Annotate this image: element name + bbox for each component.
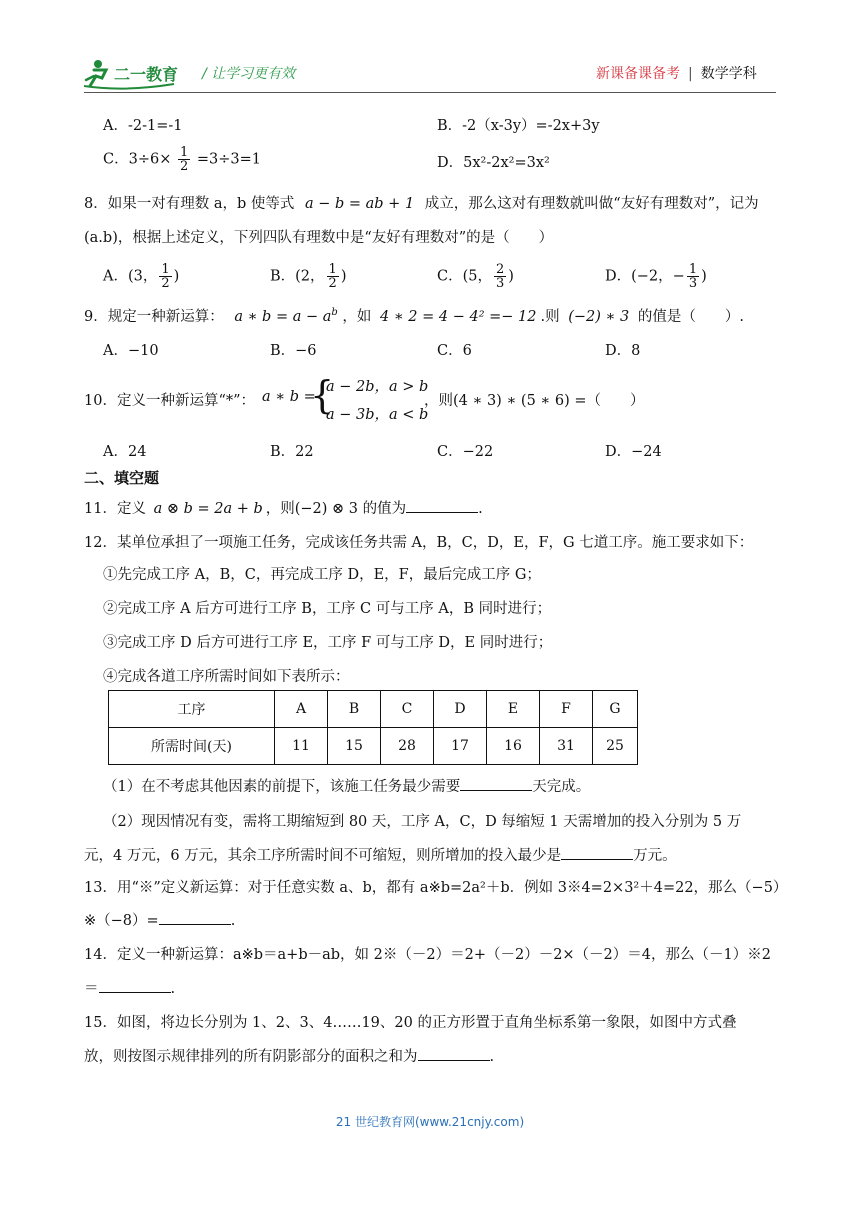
q12-intro: 12．某单位承担了一项施工任务，完成该任务共需 A，B，C，D，E，F，G 七道工序。施工要求如下： xyxy=(84,535,754,551)
frac-den: 2 xyxy=(161,276,170,291)
q14-text: ＝ xyxy=(84,981,99,997)
q11-line xyxy=(84,497,483,518)
page-footer: 21 世纪教育网(www.21cnjy.com) xyxy=(335,1115,525,1129)
q7-option-d: D．5x²-2x²=3x² xyxy=(437,155,550,171)
q7-c-fraction xyxy=(178,146,190,173)
q12-rule-4: ④完成各道工序所需时间如下表所示： xyxy=(103,669,350,685)
table-cell: C xyxy=(381,691,434,728)
q14-end: . xyxy=(170,981,176,997)
q12-rule-3: ③完成工序 D 后方可进行工序 E，工序 F 可与工序 D，E 同时进行； xyxy=(103,635,553,651)
answer-blank[interactable] xyxy=(418,1046,490,1061)
q8-c-close: ) xyxy=(508,268,514,285)
q9-option-b: B．−6 xyxy=(270,343,317,359)
header-separator: | xyxy=(688,66,693,82)
table-cell: 工序 xyxy=(109,691,275,728)
q8-c-pre: C．(5， xyxy=(437,268,492,285)
q8-option-b xyxy=(270,263,347,290)
q8-b-pre: B．(2， xyxy=(270,268,325,285)
table-cell: 11 xyxy=(275,728,328,765)
q8-a-pre: A．(3， xyxy=(103,268,158,285)
q12-part-2-line2 xyxy=(84,844,677,865)
q13-line2 xyxy=(84,909,235,930)
q10-option-c: C．−22 xyxy=(437,444,494,460)
q9-option-d: D．8 xyxy=(605,343,641,359)
q11-text-a: 11．定义 xyxy=(84,501,146,517)
header-subject-main: 新课备课备考 xyxy=(596,66,680,82)
q8-option-d xyxy=(605,263,707,290)
q12-p1-end: 天完成。 xyxy=(532,779,591,795)
frac-num: 2 xyxy=(495,262,505,277)
q8-d-close: ) xyxy=(701,268,707,285)
q10-option-a: A．24 xyxy=(103,444,147,460)
table-row xyxy=(109,728,638,765)
q9-example: 4 ∗ 2 = 4 − 4² =− 12 xyxy=(380,309,537,325)
q12-rule-2: ②完成工序 A 后方可进行工序 B，工序 C 可与工序 A，B 同时进行； xyxy=(103,601,552,617)
table-header-row xyxy=(109,691,638,728)
frac-den: 3 xyxy=(688,276,698,291)
q7-c-prefix: C．3÷6× xyxy=(103,151,172,168)
q14-line1: 14．定义一种新运算：a※b＝a+b－ab，如 2※（－2）＝2+（－2）－2×（－2）＝4，那么（－1）※2 xyxy=(84,947,771,963)
q9-text-d: 的值是（ ）. xyxy=(637,309,744,325)
q8-d-fraction xyxy=(687,263,699,290)
q10-text-b: ，则(4 ∗ 3) ∗ (5 ∗ 6) =（ ） xyxy=(424,393,645,409)
q8-text-b: 成立，那么这对有理数就叫做“友好有理数对”，记为 xyxy=(424,196,759,212)
q12-p2-text: 元，4 万元，6 万元，其余工序所需时间不可缩短，则所增加的投入最少是 xyxy=(84,848,562,864)
table-cell: 17 xyxy=(434,728,487,765)
q7-option-b: B．-2（x-3y）=-2x+3y xyxy=(437,118,600,134)
q9-option-a: A．−10 xyxy=(103,343,159,359)
frac-num: 1 xyxy=(179,145,189,160)
q15-line1: 15．如图，将边长分别为 1、2、3、4……19、20 的正方形置于直角坐标系第一象限，如图中方式叠 xyxy=(84,1015,737,1031)
q8-option-c xyxy=(437,263,514,290)
header-divider xyxy=(84,92,776,93)
table-cell: 15 xyxy=(328,728,381,765)
q10-option-d: D．−24 xyxy=(605,444,662,460)
q12-part-2-line1: （2）现因情况有变，需将工期缩短到 80 天，工序 A，C，D 每缩短 1 天需增加的投入分别为 5 万 xyxy=(103,814,742,830)
table-cell: 25 xyxy=(593,728,638,765)
answer-blank[interactable] xyxy=(159,910,231,925)
q12-p2-end: 万元。 xyxy=(633,848,677,864)
q8-a-close: ) xyxy=(173,268,180,285)
frac-den: 3 xyxy=(495,276,505,291)
q9-definition: a ∗ b = a − a xyxy=(234,309,332,325)
frac-den: 2 xyxy=(179,159,189,174)
q12-p1-text: （1）在不考虑其他因素的前提下，该施工任务最少需要 xyxy=(103,779,461,795)
q8-c-fraction xyxy=(494,263,506,290)
q8-option-a xyxy=(103,263,179,290)
q9-def-exponent: b xyxy=(331,307,338,319)
answer-blank[interactable] xyxy=(406,498,478,513)
q9-line xyxy=(84,305,744,326)
table-cell: F xyxy=(540,691,593,728)
q11-end: . xyxy=(478,501,483,517)
q13-text: ※（−8）= xyxy=(84,913,159,929)
frac-num: 1 xyxy=(688,262,698,277)
q8-line1 xyxy=(84,192,759,213)
table-cell: B xyxy=(328,691,381,728)
section-heading: 二、填空题 xyxy=(84,469,160,487)
q9-ask: (−2) ∗ 3 xyxy=(568,309,630,325)
q14-line2 xyxy=(84,977,175,998)
table-cell: 16 xyxy=(487,728,540,765)
table-cell: 31 xyxy=(540,728,593,765)
q7-option-c xyxy=(103,146,261,173)
q10-lhs: a ∗ b = xyxy=(262,389,316,405)
logo-text: 二一教育 xyxy=(114,65,179,84)
q10-text-a: 10．定义一种新运算“*”： xyxy=(84,393,256,409)
answer-blank[interactable] xyxy=(99,978,171,993)
frac-den: 2 xyxy=(328,276,337,291)
q8-line2: (a.b)，根据上述定义，下列四队有理数中是“友好有理数对”的是（ ） xyxy=(84,230,554,246)
q10-case-1: a − 2b，a > b xyxy=(326,379,429,395)
table-cell: A xyxy=(275,691,328,728)
table-cell: D xyxy=(434,691,487,728)
q7-option-a: A．-2-1=-1 xyxy=(103,118,183,134)
q10-brace: { xyxy=(310,373,335,417)
header-right xyxy=(596,63,757,83)
answer-blank[interactable] xyxy=(460,776,532,791)
table-cell: E xyxy=(487,691,540,728)
table-cell: G xyxy=(593,691,638,728)
q15-end: . xyxy=(489,1049,495,1065)
q7-c-suffix: =3÷3=1 xyxy=(196,151,261,168)
brand-logo xyxy=(84,56,194,90)
q13-end: . xyxy=(230,913,236,929)
q12-part-1 xyxy=(103,775,590,796)
process-time-table xyxy=(108,690,638,765)
q12-rule-1: ①先完成工序 A，B，C，再完成工序 D，E，F，最后完成工序 G； xyxy=(103,567,541,583)
q10-option-b: B．22 xyxy=(270,444,314,460)
q8-text-a: 8．如果一对有理数 a，b 使等式 xyxy=(84,196,295,212)
q11-definition: a ⊗ b = 2a + b xyxy=(153,501,263,517)
frac-num: 1 xyxy=(328,262,337,277)
q11-text-b: ，则(−2) ⊗ 3 的值为 xyxy=(265,501,407,517)
q9-text-c: .则 xyxy=(540,309,560,325)
frac-num: 1 xyxy=(161,262,170,277)
header-subject: 数学学科 xyxy=(700,66,757,82)
q8-d-pre: D．(−2，− xyxy=(605,268,685,285)
q8-a-fraction xyxy=(159,263,171,290)
q9-option-c: C．6 xyxy=(437,343,472,359)
q8-b-fraction xyxy=(327,263,339,290)
q13-line1: 13．用“※”定义新运算：对于任意实数 a、b，都有 a※b=2a²＋b．例如 3※4=2×3²＋4=22，那么（−5） xyxy=(84,880,788,896)
q9-text-a: 9．规定一种新运算： xyxy=(84,309,224,325)
q15-text: 放，则按图示规律排列的所有阴影部分的面积之和为 xyxy=(84,1049,418,1065)
answer-blank[interactable] xyxy=(561,845,633,860)
header-slogan: / 让学习更有效 xyxy=(202,66,296,82)
table-cell: 28 xyxy=(381,728,434,765)
q8-equation: a − b = ab + 1 xyxy=(304,196,415,212)
q9-text-b: ，如 xyxy=(342,309,372,325)
table-cell: 所需时间(天) xyxy=(109,728,275,765)
q10-case-2: a − 3b，a < b xyxy=(326,407,429,423)
q15-line2 xyxy=(84,1045,494,1066)
q8-b-close: ) xyxy=(340,268,347,285)
